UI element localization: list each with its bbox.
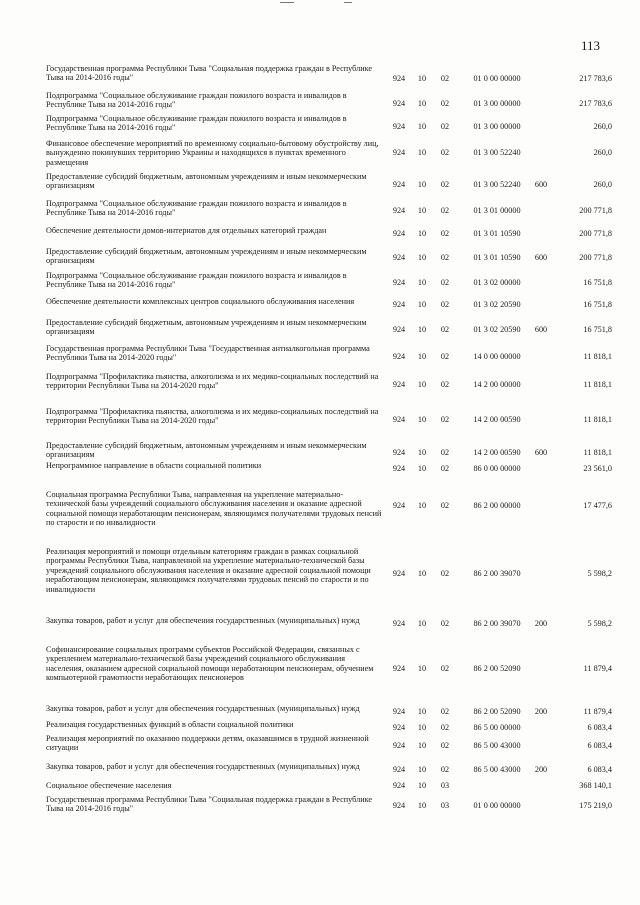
table-row [0, 91, 640, 111]
cell-grbs: 924 [392, 723, 406, 732]
cell-target-article: 01 3 00 00000 [473, 99, 521, 108]
cell-subsection: 02 [440, 619, 450, 628]
cell-grbs: 924 [392, 229, 406, 238]
cell-name: Обеспечение деятельности комплексных центров социального обслуживания населения [46, 297, 355, 306]
cell-section: 10 [417, 325, 427, 334]
cell-name: Подпрограмма "Социальное обслуживание граждан пожилого возраста и инвалидов в Республике Тыва на 2014-2016 годы" [46, 114, 347, 133]
cell-subsection: 02 [440, 74, 450, 83]
cell-grbs: 924 [392, 741, 406, 750]
cell-target-article: 86 2 00 39070 [473, 619, 521, 628]
cell-amount: 175 219,0 [579, 801, 612, 810]
cell-amount: 11 818,1 [583, 415, 612, 424]
table-row [0, 645, 640, 685]
cell-subsection: 02 [440, 229, 450, 238]
cell-section: 10 [417, 74, 427, 83]
cell-target-article: 86 2 00 52090 [473, 707, 521, 716]
table-row [0, 372, 640, 392]
cell-target-article: 86 5 00 43000 [473, 741, 521, 750]
cell-amount: 260,0 [593, 180, 612, 189]
cell-name: Реализация мероприятий и помощи отдельным категориям граждан в рамках социальной программы Республики Тыва, направленной на укрепление материально-технической базы учреждений социального обслуживания населения и оказание адресной социальной помощи неработающим пенсионерам, являющимся получателями трудовых пенсий по старости и по инвалидности [46, 547, 371, 594]
cell-section: 10 [417, 801, 427, 810]
cell-grbs: 924 [392, 781, 406, 790]
cell-target-article: 01 3 00 00000 [473, 122, 521, 131]
cell-subsection: 02 [440, 206, 450, 215]
cell-section: 10 [417, 229, 427, 238]
cell-amount: 16 751,8 [583, 300, 612, 309]
cell-target-article: 86 0 00 00000 [473, 464, 521, 473]
cell-amount: 11 818,1 [583, 352, 612, 361]
cell-subsection: 02 [440, 707, 450, 716]
cell-name: Подпрограмма "Социальное обслуживание граждан пожилого возраста и инвалидов в Республике Тыва на 2014-2016 годы" [46, 271, 347, 290]
cell-grbs: 924 [392, 501, 406, 510]
cell-name: Подпрограмма "Профилактика пьянства, алкоголизма и их медико-социальных последствий на территории Республики Тыва на 2014-2020 годы" [46, 407, 379, 426]
cell-grbs: 924 [392, 707, 406, 716]
cell-name: Государственная программа Республики Тыва "Социальная поддержка граждан в Республике Тыва на 2014-2016 годы" [46, 64, 372, 83]
cell-grbs: 924 [392, 352, 406, 361]
table-row [0, 247, 640, 267]
cell-section: 10 [417, 278, 427, 287]
table-row [0, 172, 640, 192]
cell-section: 10 [417, 148, 427, 157]
cell-grbs: 924 [392, 765, 406, 774]
cell-subsection: 02 [440, 765, 450, 774]
cell-grbs: 924 [392, 74, 406, 83]
cell-name: Подпрограмма "Профилактика пьянства, алкоголизма и их медико-социальных последствий на территории Республики Тыва на 2014-2020 годы" [46, 372, 379, 391]
cell-target-article: 01 3 00 52240 [473, 180, 521, 189]
cell-target-article: 86 5 00 43000 [473, 765, 521, 774]
cell-section: 10 [417, 122, 427, 131]
cell-grbs: 924 [392, 664, 406, 673]
cell-section: 10 [417, 664, 427, 673]
cell-name: Реализация государственных функций в области социальной политики [46, 720, 294, 729]
table-row [0, 139, 640, 169]
table-row [0, 461, 640, 474]
cell-name: Государственная программа Республики Тыва "Государственная антиалкогольная программа Республики Тыва на 2014-2020 годы" [46, 344, 370, 363]
cell-grbs: 924 [392, 180, 406, 189]
cell-section: 10 [417, 723, 427, 732]
cell-target-article: 86 2 00 39070 [473, 569, 521, 578]
table-row [0, 344, 640, 364]
cell-amount: 16 751,8 [583, 325, 612, 334]
cell-target-article: 01 3 02 20590 [473, 300, 521, 309]
cell-name: Непрограммное направление в области социальной политики [46, 461, 262, 470]
table-row [0, 795, 640, 815]
cell-grbs: 924 [392, 206, 406, 215]
cell-amount: 17 477,6 [583, 501, 612, 510]
cell-expense-type: 600 [534, 180, 548, 189]
cell-subsection: 02 [440, 380, 450, 389]
cell-name: Подпрограмма "Социальное обслуживание граждан пожилого возраста и инвалидов в Республике Тыва на 2014-2016 годы" [46, 91, 347, 110]
cell-subsection: 02 [440, 741, 450, 750]
cell-section: 10 [417, 781, 427, 790]
cell-amount: 217 783,6 [579, 74, 612, 83]
cell-section: 10 [417, 464, 427, 473]
cell-subsection: 02 [440, 464, 450, 473]
cell-target-article: 01 3 02 20590 [473, 325, 521, 334]
cell-amount: 11 818,1 [583, 448, 612, 457]
cell-target-article: 01 3 02 00000 [473, 278, 521, 287]
table-row [0, 318, 640, 338]
cell-name: Обеспечение деятельности домов-интернатов для отдельных категорий граждан [46, 226, 327, 235]
cell-subsection: 02 [440, 300, 450, 309]
table-row [0, 271, 640, 291]
table-row [0, 704, 640, 717]
cell-section: 10 [417, 180, 427, 189]
cell-name: Социальное обеспечение населения [46, 781, 172, 790]
cell-subsection: 02 [440, 352, 450, 361]
cell-subsection: 02 [440, 415, 450, 424]
cell-grbs: 924 [392, 253, 406, 262]
cell-expense-type: 200 [534, 619, 548, 628]
cell-amount: 11 818,1 [583, 380, 612, 389]
cell-amount: 23 561,0 [583, 464, 612, 473]
table-row [0, 490, 640, 540]
cell-name: Предоставление субсидий бюджетным, автономным учреждениям и иным некоммерческим организациям [46, 318, 367, 337]
cell-name: Закупка товаров, работ и услуг для обеспечения государственных (муниципальных) нужд [46, 704, 360, 713]
cell-target-article: 14 0 00 00000 [473, 352, 521, 361]
cell-section: 10 [417, 352, 427, 361]
cell-target-article: 01 0 00 00000 [473, 801, 521, 810]
cell-name: Подпрограмма "Социальное обслуживание граждан пожилого возраста и инвалидов в Республике Тыва на 2014-2016 годы" [46, 199, 347, 218]
cell-amount: 217 783,6 [579, 99, 612, 108]
cell-subsection: 02 [440, 99, 450, 108]
cell-subsection: 02 [440, 278, 450, 287]
page-number: 113 [580, 38, 600, 53]
cell-target-article: 01 0 00 00000 [473, 74, 521, 83]
table-row [0, 734, 640, 754]
cell-subsection: 02 [440, 148, 450, 157]
cell-section: 10 [417, 765, 427, 774]
cell-amount: 200 771,8 [579, 253, 612, 262]
cell-target-article: 14 2 00 00590 [473, 448, 521, 457]
table-row [0, 64, 640, 84]
cell-grbs: 924 [392, 122, 406, 131]
cell-grbs: 924 [392, 801, 406, 810]
cell-section: 10 [417, 99, 427, 108]
cell-amount: 11 879,4 [583, 707, 612, 716]
table-row [0, 762, 640, 782]
cell-amount: 6 083,4 [587, 765, 612, 774]
cell-name: Предоставление субсидий бюджетным, автономным учреждениям и иным некоммерческим организациям [46, 247, 367, 266]
cell-name: Финансовое обеспечение мероприятий по временному социально-бытовому обустройству лиц, вынужденно покинувших территорию Украины и находящихся в пунктах временного размещения [46, 139, 379, 167]
cell-amount: 6 083,4 [587, 723, 612, 732]
cell-amount: 260,0 [593, 122, 612, 131]
cell-target-article: 01 3 01 00000 [473, 206, 521, 215]
cell-grbs: 924 [392, 415, 406, 424]
cell-amount: 368 140,1 [579, 781, 612, 790]
cell-target-article: 14 2 00 00590 [473, 415, 521, 424]
table-row [0, 199, 640, 219]
cell-name: Предоставление субсидий бюджетным, автономным учреждениям и иным некоммерческим организациям [46, 172, 367, 191]
cell-amount: 200 771,8 [579, 229, 612, 238]
cell-name: Реализация мероприятий по оказанию поддержки детям, оказавшимся в трудной жизненной ситуации [46, 734, 369, 753]
cell-target-article: 01 3 01 10590 [473, 253, 521, 262]
table-row [0, 720, 640, 733]
cell-expense-type: 200 [534, 707, 548, 716]
cell-grbs: 924 [392, 448, 406, 457]
cell-subsection: 02 [440, 664, 450, 673]
cell-target-article: 14 2 00 00000 [473, 380, 521, 389]
cell-expense-type: 600 [534, 253, 548, 262]
cell-expense-type: 600 [534, 448, 548, 457]
cell-section: 10 [417, 707, 427, 716]
table-row [0, 297, 640, 310]
cell-name: Государственная программа Республики Тыва "Социальная поддержка граждан в Республике Тыва на 2014-2016 годы" [46, 795, 372, 814]
cell-amount: 5 598,2 [587, 619, 612, 628]
cell-name: Предоставление субсидий бюджетным, автономным учреждениям и иным некоммерческим организациям [46, 441, 367, 460]
scan-mark [280, 2, 294, 3]
cell-grbs: 924 [392, 148, 406, 157]
cell-subsection: 02 [440, 122, 450, 131]
cell-expense-type: 200 [534, 765, 548, 774]
table-row [0, 781, 640, 791]
cell-grbs: 924 [392, 99, 406, 108]
cell-subsection: 03 [440, 781, 450, 790]
cell-section: 10 [417, 569, 427, 578]
cell-section: 10 [417, 741, 427, 750]
table-row [0, 441, 640, 461]
cell-amount: 5 598,2 [587, 569, 612, 578]
cell-section: 10 [417, 300, 427, 309]
cell-grbs: 924 [392, 464, 406, 473]
cell-name: Социальная программа Республики Тыва, направленная на укрепление материально-технической базы учреждений социального обслуживания населения и оказание адресной социальной помощи неработающим пенсионерам, являющимся получателями трудовых пенсий по старости и по инвалидности [46, 490, 382, 528]
cell-subsection: 02 [440, 180, 450, 189]
cell-section: 10 [417, 448, 427, 457]
table-row [0, 114, 640, 134]
cell-name: Закупка товаров, работ и услуг для обеспечения государственных (муниципальных) нужд [46, 616, 360, 625]
cell-subsection: 02 [440, 723, 450, 732]
cell-amount: 200 771,8 [579, 206, 612, 215]
cell-target-article: 86 2 00 52090 [473, 664, 521, 673]
cell-grbs: 924 [392, 278, 406, 287]
cell-amount: 16 751,8 [583, 278, 612, 287]
cell-section: 10 [417, 253, 427, 262]
cell-subsection: 02 [440, 253, 450, 262]
cell-amount: 260,0 [593, 148, 612, 157]
cell-section: 10 [417, 206, 427, 215]
cell-target-article: 86 5 00 00000 [473, 723, 521, 732]
cell-grbs: 924 [392, 380, 406, 389]
cell-target-article: 01 3 01 10590 [473, 229, 521, 238]
cell-grbs: 924 [392, 300, 406, 309]
cell-name: Закупка товаров, работ и услуг для обеспечения государственных (муниципальных) нужд [46, 762, 360, 771]
cell-amount: 11 879,4 [583, 664, 612, 673]
cell-amount: 6 083,4 [587, 741, 612, 750]
cell-grbs: 924 [392, 569, 406, 578]
cell-subsection: 02 [440, 501, 450, 510]
cell-name: Софинансирование социальных программ субъектов Российской Федерации, связанных с укреплением материально-технической базы учреждений социального обслуживания населения, оказанием адресной социальной помощи неработающим пенсионерам, обучением компьютерной грамотности неработающих пенсионеров [46, 645, 374, 683]
scan-mark [344, 2, 352, 3]
cell-grbs: 924 [392, 619, 406, 628]
cell-section: 10 [417, 501, 427, 510]
cell-subsection: 02 [440, 325, 450, 334]
cell-subsection: 03 [440, 801, 450, 810]
table-row [0, 226, 640, 239]
cell-section: 10 [417, 380, 427, 389]
cell-target-article: 01 3 00 52240 [473, 148, 521, 157]
table-row [0, 547, 640, 607]
cell-subsection: 02 [440, 448, 450, 457]
cell-target-article: 86 2 00 00000 [473, 501, 521, 510]
cell-subsection: 02 [440, 569, 450, 578]
cell-section: 10 [417, 619, 427, 628]
cell-grbs: 924 [392, 325, 406, 334]
cell-expense-type: 600 [534, 325, 548, 334]
cell-section: 10 [417, 415, 427, 424]
table-row [0, 616, 640, 629]
table-row [0, 407, 640, 427]
